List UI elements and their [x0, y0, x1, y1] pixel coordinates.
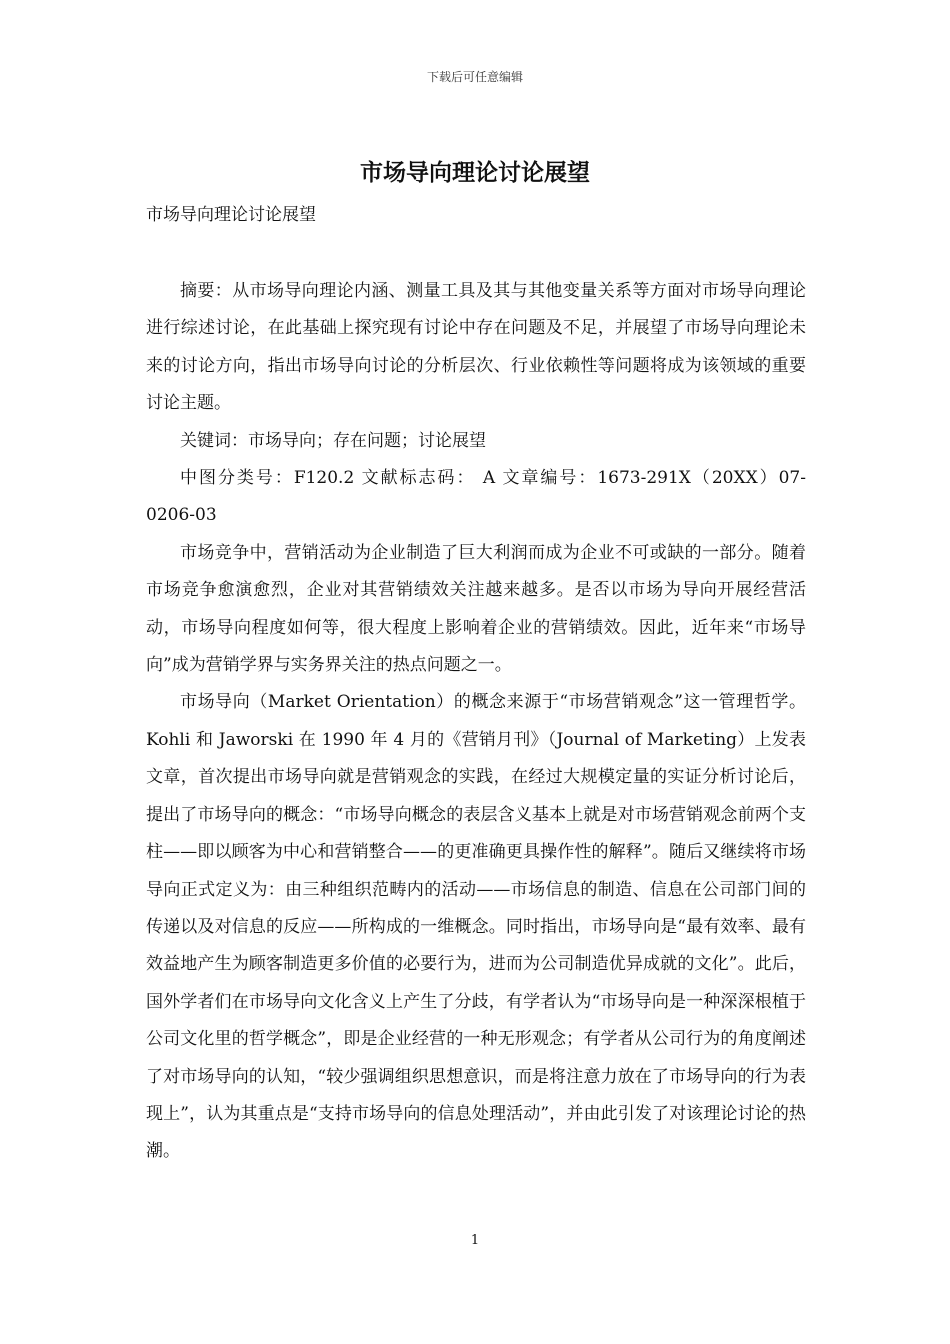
body-paragraph: 市场竞争中，营销活动为企业制造了巨大利润而成为企业不可或缺的一部分。随着市场竞争愈演愈烈，企业对其营销绩效关注越来越多。是否以市场为导向开展经营活动，市场导向程度如何等，很大程度上影响着企业的营销绩效。因此，近年来“市场导向”成为营销学界与实务界关注的热点问题之一。 [146, 542, 806, 676]
header-note: 下载后可任意编辑 [426, 70, 523, 84]
document-body [146, 273, 806, 1171]
document-title: 市场导向理论讨论展望 [360, 159, 590, 186]
body-paragraph: 市场导向（Market Orientation）的概念来源于“市场营销观念”这一管理哲学。Kohli 和 Jaworski 在 1990 年 4 月的《营销月刊》（Journal of Marketing）上发表文章，首次提出市场导向就是营销观念的实践，在经过大规模定量的实证分析讨论后，提出了市场导向的概念：“市场导向概念的表层含义基本上就是对市场营销观念前两个支柱——即以顾客为中心和营销整合——的更准确更具操作性的解释”。随后又继续将市场导向正式定义为：由三种组织范畴内的活动——市场信息的制造、信息在公司部门间的传递以及对信息的反应——所构成的一维概念。同时指出，市场导向是“最有效率、最有效益地产生为顾客制造更多价值的必要行为，进而为公司制造优异成就的文化”。此后，国外学者们在市场导向文化含义上产生了分歧，有学者认为“市场导向是一种深深根植于公司文化里的哲学概念”，即是企业经营的一种无形观念；有学者从公司行为的角度阐述了对市场导向的认知，“较少强调组织思想意识，而是将注意力放在了市场导向的行为表现上”，认为其重点是“支持市场导向的信息处理活动”，并由此引发了对该理论讨论的热潮。 [146, 692, 806, 1162]
page-number: 1 [470, 1233, 480, 1248]
abstract-paragraph: 摘要：从市场导向理论内涵、测量工具及其与其他变量关系等方面对市场导向理论进行综述讨论，在此基础上探究现有讨论中存在问题及不足，并展望了市场导向理论未来的讨论方向，指出市场导向讨论的分析层次、行业依赖性等问题将成为该领域的重要讨论主题。 [146, 281, 806, 414]
document-subtitle: 市场导向理论讨论展望 [146, 205, 316, 225]
classification-paragraph: 中图分类号：F120.2 文献标志码： A 文章编号：1673-291X（20XX）07-0206-03 [146, 468, 806, 526]
keywords-paragraph: 关键词：市场导向；存在问题；讨论展望 [180, 430, 486, 451]
